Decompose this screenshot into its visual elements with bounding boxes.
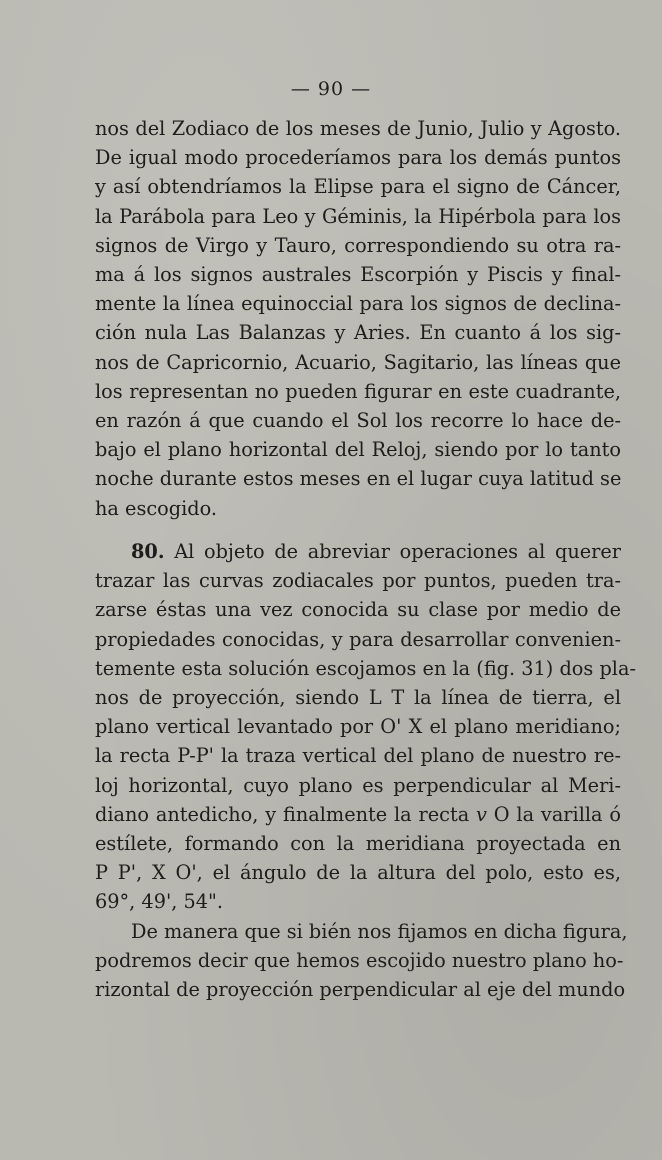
text-line: 69°, 49', 54". bbox=[95, 890, 224, 914]
text-line: noche durante estos meses en el lugar cuya latitud se bbox=[95, 467, 622, 491]
text-line: P P', X O', el ángulo de la altura del polo, esto es, bbox=[95, 861, 621, 885]
text-line: ma á los signos australes Escorpión y Piscis y final- bbox=[95, 263, 621, 287]
text-line: podremos decir que hemos escojido nuestro plano ho- bbox=[95, 948, 624, 972]
text-line: trazar las curvas zodiacales por puntos, pueden tra- bbox=[95, 569, 621, 593]
paragraph-2 bbox=[95, 537, 636, 1004]
text-line: zarse éstas una vez conocida su clase por medio de bbox=[95, 598, 621, 622]
text-line: bajo el plano horizontal del Reloj, siendo por lo tanto bbox=[95, 438, 621, 462]
section-number: 80. bbox=[131, 540, 165, 563]
text-line: en razón á que cuando el Sol los recorre lo hace de- bbox=[95, 409, 621, 433]
page-number: — 90 — bbox=[290, 78, 372, 100]
text-line: propiedades conocidas, y para desarrollar convenien- bbox=[95, 627, 621, 651]
text-line: De manera que si bién nos fijamos en dicha figura, bbox=[131, 919, 628, 943]
variable-v: v bbox=[476, 802, 487, 826]
text-line: nos del Zodiaco de los meses de Junio, Julio y Agosto. bbox=[95, 117, 621, 140]
text-line: De igual modo procederíamos para los demás puntos bbox=[95, 146, 621, 170]
paragraph-1 bbox=[95, 114, 621, 523]
text-line: nos de proyección, siendo L T la línea de tierra, el bbox=[95, 686, 621, 710]
text-line: la recta P-P' la traza vertical del plano de nuestro re- bbox=[95, 744, 621, 768]
line-end: O la varilla ó bbox=[493, 802, 621, 826]
text-line: temente esta solución escojamos en la (fig. 31) dos pla- bbox=[95, 656, 636, 680]
text-line: loj horizontal, cuyo plano es perpendicular al Meri- bbox=[95, 773, 621, 797]
text-line: y así obtendríamos la Elipse para el signo de Cáncer, bbox=[95, 175, 621, 199]
text-line: signos de Virgo y Tauro, correspondiendo su otra ra- bbox=[95, 233, 621, 257]
text-line: mente la línea equinoccial para los signos de declina- bbox=[95, 292, 621, 316]
text-line-first bbox=[95, 537, 621, 566]
line-start: diano antedicho, y finalmente la recta bbox=[95, 802, 470, 826]
text-line: ción nula Las Balanzas y Aries. En cuanto á los sig- bbox=[95, 321, 621, 345]
text-line: nos de Capricornio, Acuario, Sagitario, las líneas que bbox=[95, 350, 621, 374]
text-line-with-variable bbox=[95, 800, 621, 829]
text-line: ha escogido. bbox=[95, 496, 218, 520]
text-line: plano vertical levantado por O' X el plano meridiano; bbox=[95, 715, 621, 739]
first-line-text: Al objeto de abreviar operaciones al querer bbox=[174, 540, 621, 563]
text-line: estílete, formando con la meridiana proyectada en bbox=[95, 832, 621, 856]
text-line: la Parábola para Leo y Géminis, la Hipérbola para los bbox=[95, 204, 621, 228]
text-line: los representan no pueden figurar en este cuadrante, bbox=[95, 379, 621, 403]
text-line: rizontal de proyección perpendicular al eje del mundo bbox=[95, 978, 626, 1002]
